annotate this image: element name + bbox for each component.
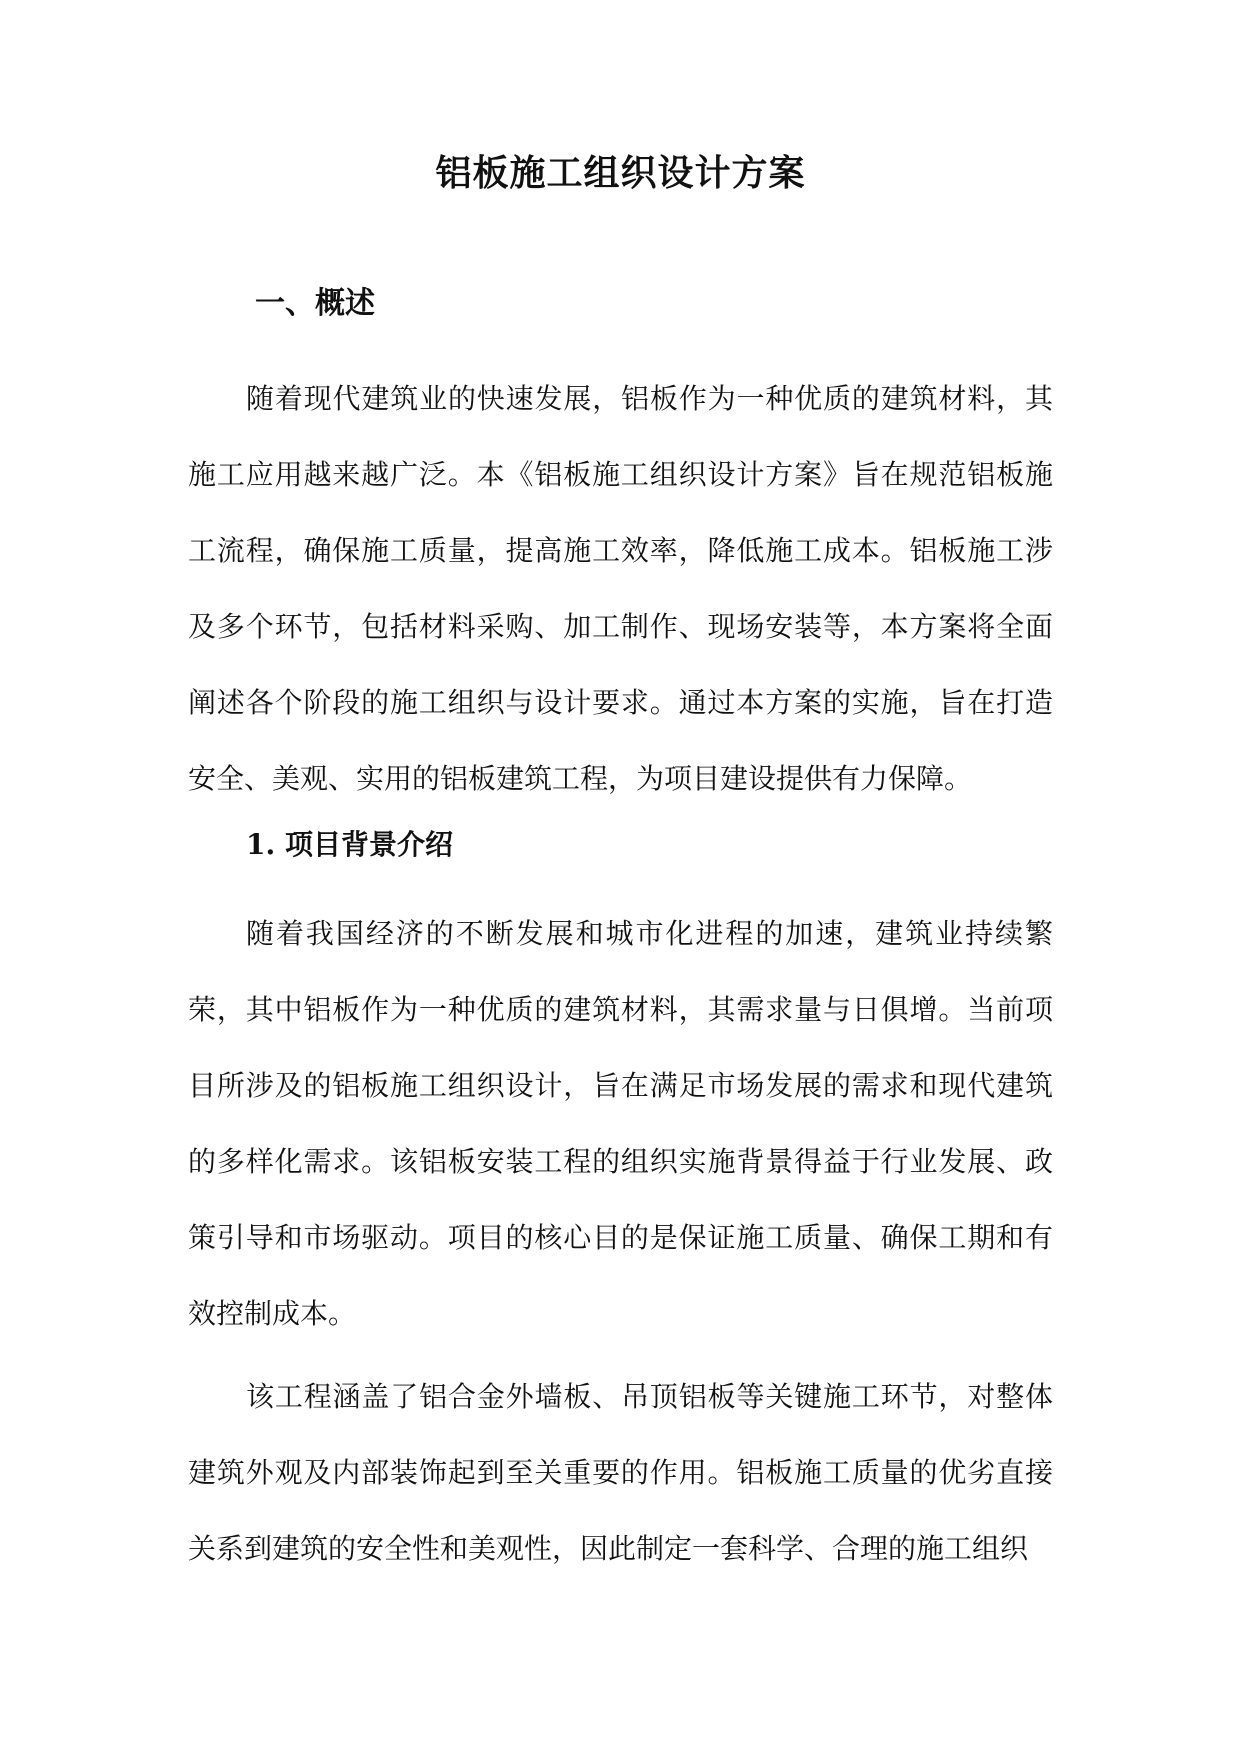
document-title: 铝板施工组织设计方案 (435, 152, 806, 194)
section-heading-overview: 一、概述 (255, 286, 375, 321)
subsection-heading-project-background: 1. 项目背景介绍 (246, 828, 453, 861)
project-background-paragraph-1: 随着我国经济的不断发展和城市化进程的加速，建筑业持续繁荣，其中铝板作为一种优质的建筑材料，其需求量与日俱增。当前项目所涉及的铝板施工组织设计，旨在满足市场发展的需求和现代建筑的多样化需求。该铝板安装工程的组织实施背景得益于行业发展、政策引导和市场驱动。项目的核心目的是保证施工质量、确保工期和有效控制成本。 (188, 917, 1053, 1330)
overview-paragraph: 随着现代建筑业的快速发展，铝板作为一种优质的建筑材料，其施工应用越来越广泛。本《铝板施工组织设计方案》旨在规范铝板施工流程，确保施工质量，提高施工效率，降低施工成本。铝板施工涉及多个环节，包括材料采购、加工制作、现场安装等，本方案将全面阐述各个阶段的施工组织与设计要求。通过本方案的实施，旨在打造安全、美观、实用的铝板建筑工程，为项目建设提供有力保障。 (188, 382, 1053, 795)
project-background-paragraph-2: 该工程涵盖了铝合金外墙板、吊顶铝板等关键施工环节，对整体建筑外观及内部装饰起到至关重要的作用。铝板施工质量的优劣直接关系到建筑的安全性和美观性，因此制定一套科学、合理的施工组织 (188, 1380, 1053, 1565)
